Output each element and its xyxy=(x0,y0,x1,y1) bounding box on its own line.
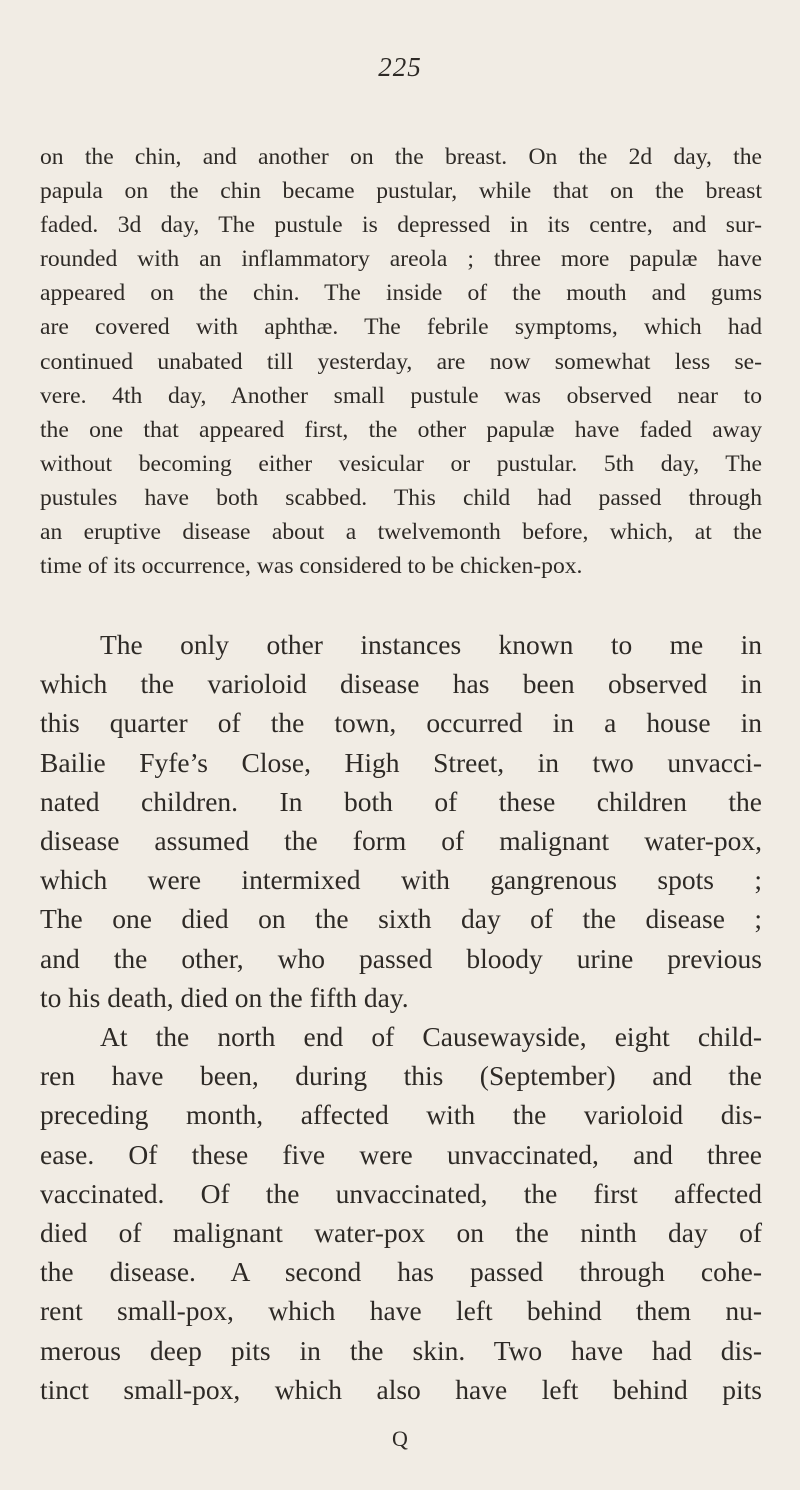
text-line: vaccinated. Of the unvaccinated, the first affected xyxy=(40,1177,762,1209)
text-line: this quarter of the town, occurred in a house in xyxy=(40,707,762,739)
text-line: the one that appeared first, the other papulæ have faded away xyxy=(40,416,762,443)
text-line: Bailie Fyfe’s Close, High Street, in two unvacci- xyxy=(40,746,762,778)
text-line: without becoming either vesicular or pustular. 5th day, The xyxy=(40,450,762,477)
text-line: The one died on the sixth day of the disease ; xyxy=(40,903,762,935)
text-line: an eruptive disease about a twelvemonth before, which, at the xyxy=(40,519,762,546)
text-line: ren have been, during this (September) and the xyxy=(40,1060,762,1092)
text-line: which the varioloid disease has been observed in xyxy=(40,668,762,700)
text-line: which were intermixed with gangrenous spots ; xyxy=(40,864,762,896)
text-line: rounded with an inflammatory areola ; three more papulæ have xyxy=(40,246,762,273)
page-number: 225 xyxy=(378,52,422,82)
text-line: and the other, who passed bloody urine previous xyxy=(40,942,762,974)
text-line: merous deep pits in the skin. Two have had dis- xyxy=(40,1334,762,1366)
text-line: are covered with aphthæ. The febrile symptoms, which had xyxy=(40,314,762,341)
text-line: the disease. A second has passed through cohe- xyxy=(40,1256,762,1288)
text-line: ease. Of these five were unvaccinated, and three xyxy=(40,1138,762,1170)
paragraph-second xyxy=(40,1017,762,1409)
text-line: continued unabated till yesterday, are now somewhat less se- xyxy=(40,348,762,375)
main-text xyxy=(40,625,762,1409)
text-line: vere. 4th day, Another small pustule was observed near to xyxy=(40,382,762,409)
paragraph-first xyxy=(40,625,762,1017)
text-line: nated children. In both of these children the xyxy=(40,785,762,817)
text-line: papula on the chin became pustular, while that on the breast xyxy=(40,178,762,205)
text-line: to his death, died on the fifth day. xyxy=(40,981,409,1013)
text-line: rent small-pox, which have left behind them nu- xyxy=(40,1295,762,1327)
text-line: appeared on the chin. The inside of the mouth and gums xyxy=(40,280,762,307)
text-line: pustules have both scabbed. This child had passed through xyxy=(40,484,762,511)
text-line: time of its occurrence, was considered to be chicken-pox. xyxy=(40,553,583,580)
text-line: The only other instances known to me in xyxy=(100,629,762,660)
text-line: preceding month, affected with the varioloid dis- xyxy=(40,1099,762,1131)
text-line: disease assumed the form of malignant water-pox, xyxy=(40,825,762,857)
note-paragraph xyxy=(40,140,762,583)
text-line: faded. 3d day, The pustule is depressed in its centre, and sur- xyxy=(40,212,762,239)
text-line: At the north end of Causewayside, eight child- xyxy=(100,1021,762,1053)
text-line: died of malignant water-pox on the ninth day of xyxy=(40,1217,762,1249)
text-line: tinct small-pox, which also have left behind pits xyxy=(40,1373,762,1405)
signature-mark: Q xyxy=(392,1426,408,1451)
text-line: on the chin, and another on the breast. On the 2d day, the xyxy=(40,144,762,170)
